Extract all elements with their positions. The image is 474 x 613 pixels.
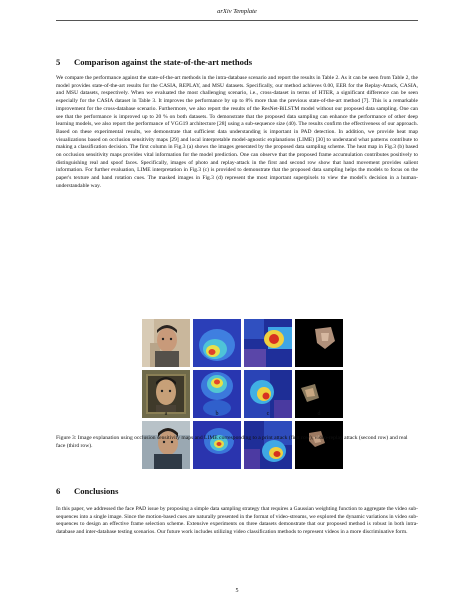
print-attack-occlusion-map	[193, 319, 241, 367]
print-attack-lime-map	[244, 319, 292, 367]
section-5-number: 5	[56, 57, 61, 67]
section-5-heading	[56, 57, 252, 67]
section-5-title: Comparison against the state-of-the-art methods	[74, 57, 253, 67]
print-attack-sampled-image	[142, 319, 190, 367]
column-label-c: c	[266, 411, 270, 417]
header-rule	[56, 20, 418, 21]
column-label-b: b	[215, 411, 219, 417]
section-6-heading	[56, 486, 118, 496]
running-head: arXiv Template	[217, 8, 257, 15]
print-attack-masked-image	[295, 319, 343, 367]
column-label-d: d	[317, 411, 321, 417]
page-number: 5	[235, 588, 239, 594]
section-6-paragraph: In this paper, we addressed the face PAD issue by proposing a simple data sampling strategy that requires a Gaussian weighting function to aggregate the video sub-sequences into a single image. Since the motion-based cues are naturally presented in the format of video-streams, we explored the dynamic variations in video sub-sequences to design an effective frame selection scheme. Extensive experiments on three datasets demonstrate that our proposed method is robust in both intra-database and inter-database testing scenarios. Our future work includes utilizing video classification methods to represent videos in a more discriminative form.	[56, 506, 418, 536]
column-label-a: a	[164, 411, 168, 417]
section-6-title: Conclusions	[74, 486, 119, 496]
figure-column-labels	[142, 411, 346, 417]
figure-3-caption: Figure 3: Image explanation using occlusion sensitivity maps and LIME corresponding to a print attack (first row), video-replay attack (second row) and real face (third row).	[56, 435, 408, 449]
section-6-number: 6	[56, 486, 61, 496]
section-5-paragraph: We compare the performance against the state-of-the-art methods in the intra-database scenario and report the results in Table 2. As it can be seen from Table 2, the model provides state-of-the-art results for the CASIA, REPLAY, and MSU datasets. Specifically, our method achieves 0.00, EER for the Replay-Attack, CASIA, and MSU datasets, respectively. When we evaluated the most challenging scenario, i.e., cross-dataset in terms of HTER, a significant difference can be seen especially for the CASIA dataset in Table 3. It improves the performance by up to 8% more than the previous state-of-the-art method [7]. This is a remarkable improvement for the cross-database scenario. Furthermore, we also report the results of the ResNet-BiLSTM model without our proposed data sampling. One can see that the performance is improved up to 20 % on both datasets. To demonstrate that the proposed data sampling can enhance the performance of other deep learning models, we also report the performance of VGG19 architecture [28] using a sub-sequence size (40). The results confirm the effectiveness of our approach. Based on these experimental results, we demonstrate that sufficient data understanding is important in PAD detection. In addition, we provide heat map visualizations based on occlusion sensitivity maps [29] and local interpretable model-agnostic explanations (LIME) [30] to understand what patterns contribute to making a classification decision. The first column in Fig.3 (a) shows the images generated by the proposed data sampling scheme. The heat map in Fig.3 (b) based on occlusion sensitivity maps provides vital information for the model prediction. One can observe that the proposed frame accumulation contributes positively to distinguishing real and spoof faces. Specifically, images of photo and replay-attack in the first and second row show that hand movement provides salient information. For further evaluation, LIME interpretation in Fig.3 (c) is provided to demonstrate that the proposed data sampling helps the models to focus on the paper's texture and hand rotation cues. The masked images in Fig.3 (d) represent the most important superpixels to view the model's decision in a human-understandable way.	[56, 75, 418, 189]
